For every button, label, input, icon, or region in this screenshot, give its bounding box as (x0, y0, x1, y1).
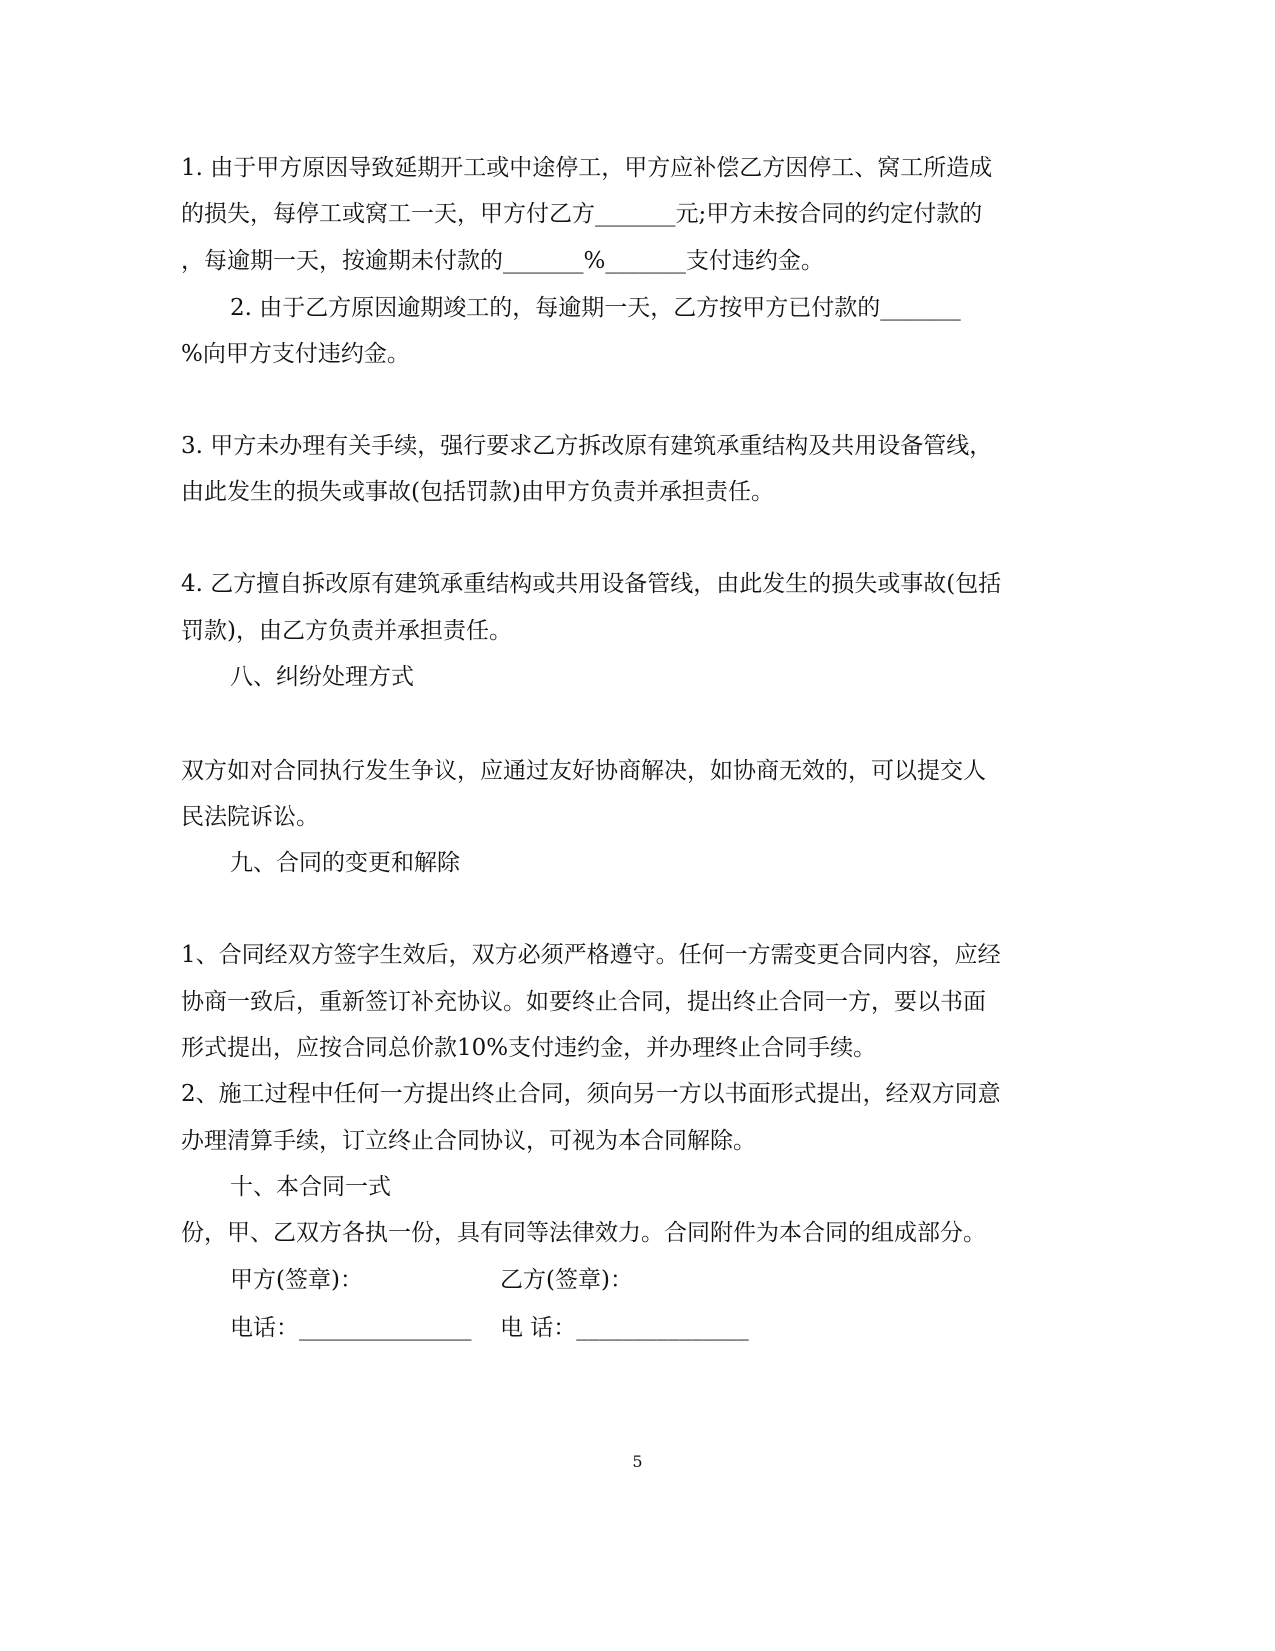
text-line: 双方如对合同执行发生争议，应通过友好协商解决，如协商无效的，可以提交人 (181, 758, 986, 784)
page-number: 5 (632, 1452, 643, 1471)
text-line: 份，甲、乙双方各执一份，具有同等法律效力。合同附件为本合同的组成部分。 (181, 1220, 986, 1246)
text-line: 2、施工过程中任何一方提出终止合同，须向另一方以书面形式提出，经双方同意 (181, 1081, 1001, 1107)
text-line: 3. 甲方未办理有关手续，强行要求乙方拆改原有建筑承重结构及共用设备管线， (181, 433, 993, 459)
party-b-signature-label: 乙方(签章)： (500, 1267, 633, 1293)
section-heading: 九、合同的变更和解除 (230, 850, 460, 876)
party-b-phone: 电 话：_______________ (500, 1315, 749, 1341)
text-line: 4. 乙方擅自拆改原有建筑承重结构或共用设备管线，由此发生的损失或事故(包括 (181, 571, 1002, 597)
text-line: 1. 由于甲方原因导致延期开工或中途停工，甲方应补偿乙方因停工、窝工所造成 (181, 155, 993, 181)
section-heading: 八、纠纷处理方式 (230, 664, 414, 690)
text-line: 民法院诉讼。 (181, 804, 319, 830)
text-line: 形式提出，应按合同总价款10%支付违约金，并办理终止合同手续。 (181, 1035, 877, 1061)
text-line: 1、合同经双方签字生效后，双方必须严格遵守。任何一方需变更合同内容，应经 (181, 942, 1001, 968)
party-a-signature-label: 甲方(签章)： (230, 1267, 363, 1293)
party-a-phone: 电话：_______________ (230, 1315, 472, 1341)
text-line: 的损失，每停工或窝工一天，甲方付乙方_______元;甲方未按合同的约定付款的 (181, 201, 983, 227)
text-line: %向甲方支付违约金。 (181, 341, 410, 367)
text-line: 协商一致后，重新签订补充协议。如要终止合同，提出终止合同一方，要以书面 (181, 989, 986, 1015)
text-line: ，每逾期一天，按逾期未付款的_______%_______支付违约金。 (181, 248, 824, 274)
text-line: 罚款)，由乙方负责并承担责任。 (181, 618, 512, 644)
text-line: 由此发生的损失或事故(包括罚款)由甲方负责并承担责任。 (181, 479, 774, 505)
section-heading: 十、本合同一式 (230, 1174, 391, 1200)
text-line: 2. 由于乙方原因逾期竣工的，每逾期一天，乙方按甲方已付款的_______ (230, 295, 961, 321)
text-line: 办理清算手续，订立终止合同协议，可视为本合同解除。 (181, 1128, 756, 1154)
